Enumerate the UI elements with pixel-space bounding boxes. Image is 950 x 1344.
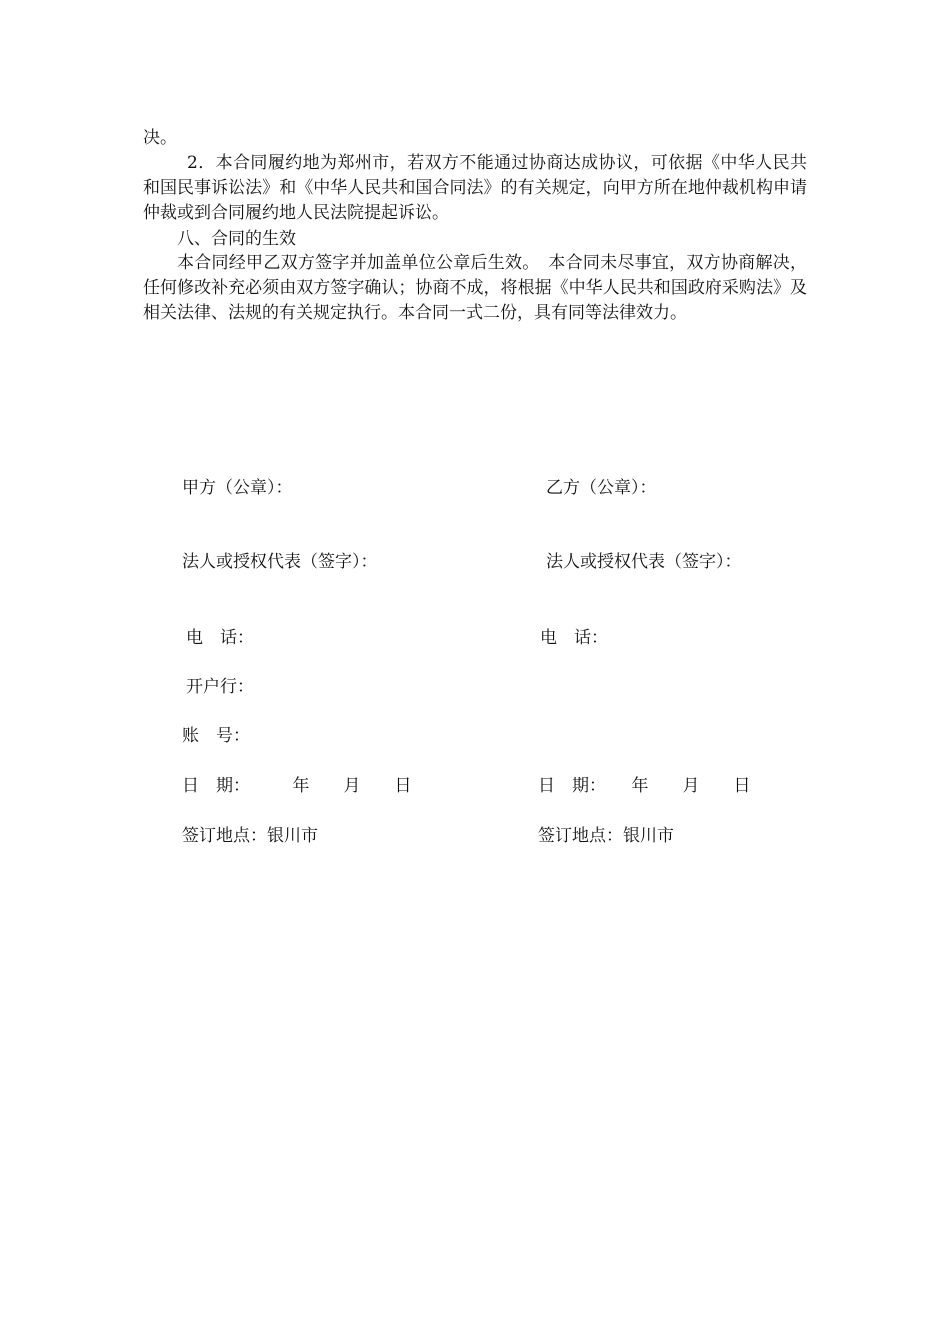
party-b-representative-label: 法人或授权代表（签字）： [546, 552, 742, 572]
party-a-place-label: 签订地点：银川市 [182, 826, 318, 846]
party-a-bank-label: 开户行： [186, 677, 254, 697]
party-a-seal-label: 甲方（公章）： [182, 478, 293, 498]
party-a-phone-label: 电 话： [186, 628, 254, 648]
party-b-seal-label: 乙方（公章）： [546, 478, 657, 498]
party-b-place-label: 签订地点：银川市 [538, 826, 674, 846]
party-b-phone-label: 电 话： [540, 628, 608, 648]
party-a-date-label: 日 期： 年 月 日 [182, 776, 412, 796]
section-8-paragraph: 本合同经甲乙双方签字并加盖单位公章后生效。 本合同未尽事宜，双方协商解决，任何修改补充必须由双方签字确认；协商不成，将根据《中华人民共和国政府采购法》及相关法律、法规的有关规定执行。本合同一式二份，具有同等法律效力。 [143, 253, 807, 323]
party-a-representative-label: 法人或授权代表（签字）： [182, 552, 378, 572]
paragraph-continuation: 决。 [143, 128, 177, 148]
clause-2-paragraph: 2．本合同履约地为郑州市，若双方不能通过协商达成协议，可依据《中华人民共和国民事诉讼法》和《中华人民共和国合同法》的有关规定，向甲方所在地仲裁机构申请仲裁或到合同履约地人民法院提起诉讼。 [143, 153, 807, 223]
party-b-date-label: 日 期： 年 月 日 [538, 776, 751, 796]
party-a-account-label: 账 号： [182, 726, 250, 746]
section-8-heading: 八、合同的生效 [177, 229, 296, 249]
